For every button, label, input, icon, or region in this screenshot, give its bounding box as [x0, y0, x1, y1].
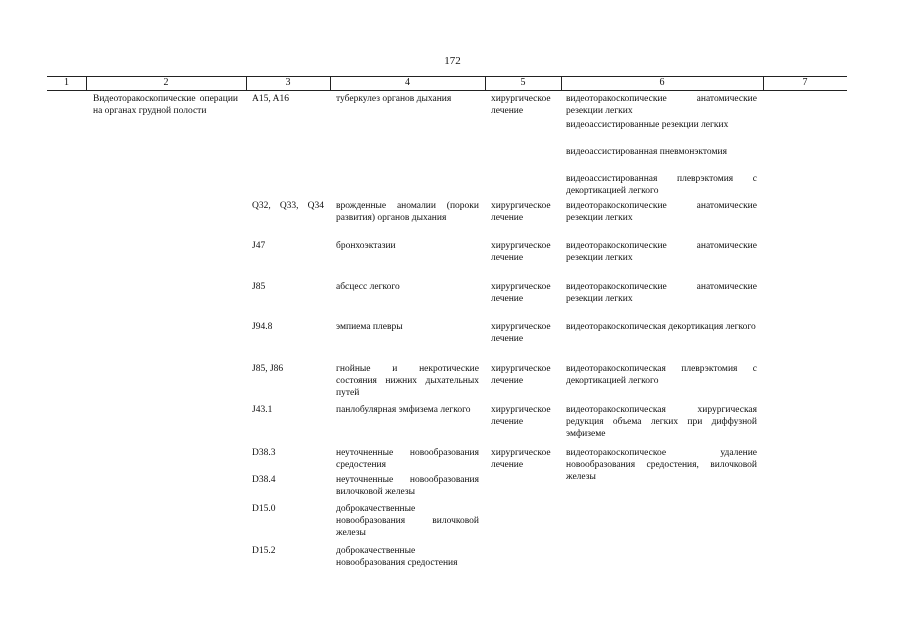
row-disease: доброкачественные новообразования вилочковой железы [336, 504, 479, 538]
row-method: видеоторакоскопическая декортикация легкого [566, 322, 756, 332]
row-treatment: хирургическое лечение [491, 241, 551, 263]
row-treatment: хирургическое лечение [491, 282, 551, 304]
row-code: D38.4 [252, 475, 276, 485]
row-treatment: хирургическое лечение [491, 448, 551, 470]
page-number: 172 [444, 55, 461, 67]
row-disease: неуточненные новообразования вилочковой железы [336, 475, 479, 497]
row-treatment: хирургическое лечение [491, 364, 551, 386]
row-method: видеоторакоскопическое удаление новообразования средостения, вилочковой железы [566, 448, 757, 482]
row-treatment: хирургическое лечение [491, 94, 551, 116]
row-method: видеоассистированная плеврэктомия с декортикацией легкого [566, 174, 757, 196]
column-header-4: 4 [405, 77, 410, 88]
column-header-7: 7 [802, 77, 808, 88]
column-header-2: 2 [163, 77, 169, 88]
column-header-6: 6 [659, 77, 665, 88]
row-treatment: хирургическое лечение [491, 322, 551, 344]
row-code: D38.3 [252, 448, 276, 458]
row-method: видеоторакоскопическая плеврэктомия с декортикацией легкого [566, 364, 757, 386]
row-disease: неуточненные новообразования средостения [336, 448, 479, 470]
row-treatment: хирургическое лечение [491, 201, 551, 223]
row-disease: абсцесс легкого [336, 282, 400, 292]
row-code: J94.8 [252, 322, 273, 332]
row-code: D15.0 [252, 504, 276, 514]
row-method: видеоторакоскопические анатомические резекции легких [566, 94, 757, 116]
row-code: J43.1 [252, 405, 273, 415]
row-method: видеоторакоскопическая хирургическая редукция объема легких при диффузной эмфиземе [566, 405, 757, 439]
row-code: A15, A16 [252, 94, 289, 104]
row-disease: панлобулярная эмфизема легкого [336, 405, 471, 415]
row-method: видеоассистированная пневмонэктомия [566, 147, 727, 157]
column-header-3: 3 [285, 77, 291, 88]
row-code: J85 [252, 282, 266, 292]
column-header-5: 5 [520, 77, 526, 88]
row-disease: гнойные и некротические состояния нижних дыхательных путей [336, 364, 479, 398]
group-name: Видеоторакоскопические операции на органах грудной полости [93, 94, 238, 116]
row-code: J47 [252, 241, 266, 251]
row-disease: эмпиема плевры [336, 322, 403, 332]
row-method: видеоторакоскопические анатомические резекции легких [566, 201, 757, 223]
row-method: видеоторакоскопические анатомические резекции легких [566, 241, 757, 263]
row-disease: доброкачественные новообразования средостения [336, 546, 458, 568]
row-disease: бронхоэктазии [336, 241, 396, 251]
row-treatment: хирургическое лечение [491, 405, 551, 427]
column-header-1: 1 [64, 77, 69, 88]
row-disease: туберкулез органов дыхания [336, 94, 452, 104]
row-method: видеоторакоскопические анатомические резекции легких [566, 282, 757, 304]
row-method: видеоассистированные резекции легких [566, 120, 729, 130]
table-header-bottom-rule [47, 90, 847, 91]
row-code: Q32, Q33, Q34 [252, 201, 324, 211]
row-code: J85, J86 [252, 364, 284, 374]
row-code: D15.2 [252, 546, 276, 556]
row-disease: врожденные аномалии (пороки развития) органов дыхания [336, 201, 479, 223]
